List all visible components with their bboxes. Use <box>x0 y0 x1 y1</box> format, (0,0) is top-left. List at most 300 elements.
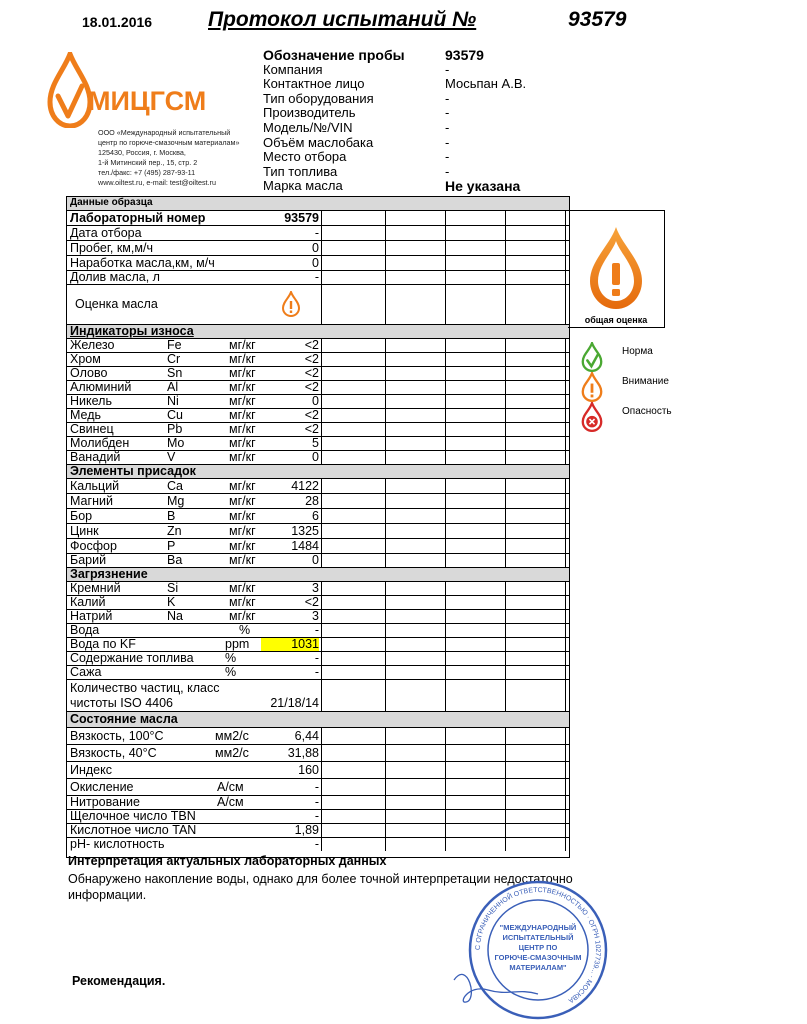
column-divider <box>385 824 386 837</box>
column-divider <box>321 582 322 595</box>
column-divider <box>565 610 566 623</box>
column-divider <box>385 367 386 380</box>
table-row <box>67 366 569 380</box>
row-symbol: Ca <box>167 479 183 493</box>
row-label: Лабораторный номер <box>70 211 206 225</box>
column-divider <box>385 353 386 366</box>
sample-info-row <box>263 106 683 121</box>
oil-assessment-warning-icon <box>281 291 301 317</box>
column-divider <box>565 745 566 761</box>
row-unit: мг/кг <box>229 524 256 538</box>
column-divider <box>445 745 446 761</box>
company-address-line: тел./факс: +7 (495) 287-93-11 <box>98 168 196 177</box>
table-row <box>67 240 569 255</box>
company-logo-icon <box>46 52 94 128</box>
column-divider <box>321 796 322 809</box>
column-divider <box>321 610 322 623</box>
column-divider <box>321 241 322 255</box>
column-divider <box>321 838 322 851</box>
sample-info-value: - <box>445 134 450 150</box>
column-divider <box>505 437 506 450</box>
column-divider <box>385 381 386 394</box>
table-row <box>67 795 569 809</box>
column-divider <box>565 211 566 225</box>
row-label: Щелочное число TBN <box>70 809 196 823</box>
column-divider <box>505 810 506 823</box>
row-label: Алюминий <box>70 380 132 394</box>
column-divider <box>445 680 446 711</box>
row-symbol: Al <box>167 380 179 394</box>
column-divider <box>445 339 446 352</box>
column-divider <box>321 638 322 651</box>
column-divider <box>505 596 506 609</box>
row-unit: мг/кг <box>229 609 256 623</box>
column-divider <box>385 666 386 679</box>
table-row <box>67 408 569 422</box>
column-divider <box>505 353 506 366</box>
column-divider <box>565 596 566 609</box>
sample-info-label: Тип топлива <box>263 163 338 179</box>
table-row <box>67 284 569 324</box>
sample-info-row <box>263 136 683 151</box>
table-section-header <box>67 197 569 210</box>
column-divider <box>385 610 386 623</box>
column-divider <box>505 638 506 651</box>
table-row <box>67 637 569 651</box>
column-divider <box>385 395 386 408</box>
row-label: Кремний <box>70 581 121 595</box>
column-divider <box>565 638 566 651</box>
column-divider <box>565 423 566 436</box>
company-address-line: центр по горюче-смазочным материалам» <box>98 138 240 147</box>
row-value: 1,89 <box>294 823 319 837</box>
table-row <box>67 270 569 284</box>
column-divider <box>385 624 386 637</box>
column-divider <box>505 745 506 761</box>
row-value: 1031 <box>261 638 319 651</box>
column-divider <box>385 423 386 436</box>
table-row <box>67 761 569 778</box>
sample-info-row <box>263 92 683 107</box>
sample-info-value: - <box>445 61 450 77</box>
row-label: Пробег, км,м/ч <box>70 241 153 255</box>
column-divider <box>505 479 506 493</box>
row-symbol: Fe <box>167 338 182 352</box>
sample-info-value: - <box>445 90 450 106</box>
column-divider <box>445 271 446 284</box>
column-divider <box>445 353 446 366</box>
column-divider <box>505 524 506 538</box>
seal-text-line: "МЕЖДУНАРОДНЫЙ <box>499 923 577 932</box>
overall-assessment <box>568 210 665 328</box>
column-divider <box>565 824 566 837</box>
column-divider <box>445 226 446 240</box>
legend-item <box>580 402 720 432</box>
column-divider <box>505 381 506 394</box>
column-divider <box>385 437 386 450</box>
column-divider <box>321 409 322 422</box>
table-row <box>67 837 569 851</box>
column-divider <box>385 494 386 508</box>
table-row <box>67 523 569 538</box>
column-divider <box>505 241 506 255</box>
sample-info-label: Объём маслобака <box>263 134 374 150</box>
column-divider <box>565 666 566 679</box>
row-symbol: K <box>167 595 176 609</box>
column-divider <box>321 451 322 464</box>
row-label: Молибден <box>70 436 130 450</box>
column-divider <box>321 554 322 567</box>
sample-info-label: Место отбора <box>263 149 347 165</box>
column-divider <box>565 554 566 567</box>
column-divider <box>565 728 566 744</box>
column-divider <box>505 451 506 464</box>
section-title: Данные образца <box>70 197 153 208</box>
normal-check-icon <box>580 342 604 372</box>
interpretation-title: Интерпретация актуальных лабораторных данных <box>68 854 387 868</box>
column-divider <box>505 582 506 595</box>
column-divider <box>505 494 506 508</box>
row-symbol: Si <box>167 581 179 595</box>
row-value: 28 <box>305 494 319 508</box>
column-divider <box>445 624 446 637</box>
table-row <box>67 450 569 464</box>
row-unit: мг/кг <box>229 338 256 352</box>
column-divider <box>445 509 446 523</box>
column-divider <box>445 479 446 493</box>
table-row <box>67 380 569 394</box>
column-divider <box>321 367 322 380</box>
table-row <box>67 823 569 837</box>
column-divider <box>385 479 386 493</box>
table-row <box>67 255 569 270</box>
sample-info-value: Не указана <box>445 178 521 195</box>
column-divider <box>321 680 322 711</box>
row-value: 6 <box>312 509 319 523</box>
row-unit: мг/кг <box>229 408 256 422</box>
sample-info-label: Компания <box>263 61 323 77</box>
column-divider <box>565 624 566 637</box>
row-unit: мг/кг <box>229 479 256 493</box>
row-unit: мг/кг <box>229 553 256 567</box>
column-divider <box>321 539 322 553</box>
sample-info-label: Контактное лицо <box>263 76 365 92</box>
column-divider <box>321 524 322 538</box>
column-divider <box>565 494 566 508</box>
column-divider <box>385 554 386 567</box>
column-divider <box>505 610 506 623</box>
table-row <box>67 338 569 352</box>
column-divider <box>445 451 446 464</box>
row-label: Кальций <box>70 479 120 493</box>
column-divider <box>565 582 566 595</box>
row-label: Цинк <box>70 524 99 538</box>
table-row <box>67 508 569 523</box>
row-value: <2 <box>304 352 319 366</box>
row-label: Кислотное число TAN <box>70 823 197 837</box>
column-divider <box>321 745 322 761</box>
row-label: Свинец <box>70 422 114 436</box>
row-unit: мм2/с <box>215 729 249 743</box>
row-symbol: Pb <box>167 422 183 436</box>
row-label: Железо <box>70 338 115 352</box>
table-row <box>67 679 569 711</box>
row-value: 1484 <box>291 539 319 553</box>
row-unit: мг/кг <box>229 422 256 436</box>
recommendation-label: Рекомендация. <box>72 974 166 988</box>
row-value: 5 <box>312 436 319 450</box>
seal-text-line: ИСПЫТАТЕЛЬНЫЙ <box>502 933 574 942</box>
row-value: - <box>314 651 319 665</box>
column-divider <box>385 285 386 324</box>
table-row <box>67 727 569 744</box>
row-value: <2 <box>304 408 319 422</box>
column-divider <box>385 779 386 795</box>
column-divider <box>565 762 566 778</box>
row-unit: % <box>239 623 251 637</box>
danger-cross-icon <box>580 402 604 432</box>
row-unit: мг/кг <box>229 595 256 609</box>
column-divider <box>565 285 566 324</box>
column-divider <box>445 838 446 851</box>
row-symbol: Sn <box>167 366 183 380</box>
column-divider <box>385 226 386 240</box>
row-value: 0 <box>312 553 319 567</box>
row-label: Калий <box>70 595 106 609</box>
column-divider <box>565 395 566 408</box>
sample-info-value: - <box>445 149 450 165</box>
row-symbol: Ba <box>167 553 183 567</box>
column-divider <box>321 381 322 394</box>
column-divider <box>445 285 446 324</box>
sample-info-value: 93579 <box>445 47 484 63</box>
overall-label: общая оценка <box>584 315 648 325</box>
table-row <box>67 493 569 508</box>
column-divider <box>565 437 566 450</box>
row-unit: мг/кг <box>229 366 256 380</box>
row-label: Вода по KF <box>70 637 136 651</box>
table-row <box>67 744 569 761</box>
column-divider <box>445 666 446 679</box>
column-divider <box>565 509 566 523</box>
row-label: Барий <box>70 553 107 567</box>
row-symbol: Mo <box>167 436 185 450</box>
column-divider <box>505 666 506 679</box>
row-value: 1325 <box>291 524 319 538</box>
company-address-line: 1-й Митинский пер., 15, стр. 2 <box>98 158 198 167</box>
column-divider <box>505 339 506 352</box>
column-divider <box>565 381 566 394</box>
column-divider <box>445 395 446 408</box>
column-divider <box>565 779 566 795</box>
column-divider <box>445 728 446 744</box>
column-divider <box>565 479 566 493</box>
column-divider <box>565 838 566 851</box>
column-divider <box>321 652 322 665</box>
row-unit: ppm <box>225 637 250 651</box>
row-unit: % <box>225 665 237 679</box>
row-label: Индекс <box>70 763 112 777</box>
column-divider <box>321 810 322 823</box>
column-divider <box>385 256 386 270</box>
legend-label: Опасность <box>622 406 672 417</box>
column-divider <box>385 745 386 761</box>
row-value: <2 <box>304 366 319 380</box>
row-label: Вязкость, 40°C <box>70 746 157 760</box>
row-value: 31,88 <box>287 746 319 760</box>
column-divider <box>445 824 446 837</box>
column-divider <box>321 423 322 436</box>
column-divider <box>505 539 506 553</box>
table-row <box>67 210 569 225</box>
column-divider <box>505 796 506 809</box>
column-divider <box>321 437 322 450</box>
row-unit: мг/кг <box>229 436 256 450</box>
row-value: - <box>314 665 319 679</box>
column-divider <box>385 451 386 464</box>
row-symbol: B <box>167 509 176 523</box>
table-row <box>67 778 569 795</box>
row-value: 6,44 <box>294 729 319 743</box>
column-divider <box>505 367 506 380</box>
column-divider <box>321 596 322 609</box>
table-row <box>67 478 569 493</box>
column-divider <box>445 539 446 553</box>
column-divider <box>385 810 386 823</box>
column-divider <box>321 494 322 508</box>
row-unit: мг/кг <box>229 394 256 408</box>
row-symbol: Cr <box>167 352 181 366</box>
row-value: - <box>314 270 319 284</box>
sample-info-row <box>263 165 683 180</box>
column-divider <box>445 241 446 255</box>
table-row <box>67 538 569 553</box>
row-value: <2 <box>304 338 319 352</box>
seal-text-line: МАТЕРИАЛАМ" <box>509 963 567 972</box>
column-divider <box>321 666 322 679</box>
table-section-header <box>67 711 569 727</box>
column-divider <box>445 582 446 595</box>
column-divider <box>445 494 446 508</box>
column-divider <box>445 810 446 823</box>
table-row <box>67 609 569 623</box>
column-divider <box>445 610 446 623</box>
table-section-header <box>67 567 569 581</box>
svg-text:С ОГРАНИЧЕННОЙ ОТВЕТСТВЕННОСТЬ: С ОГРАНИЧЕННОЙ ОТВЕТСТВЕННОСТЬЮ · ОГРН 1027739... · МОСКВА <box>474 886 602 1004</box>
row-value: 4122 <box>291 479 319 493</box>
row-value: 0 <box>312 241 319 255</box>
column-divider <box>321 762 322 778</box>
column-divider <box>385 409 386 422</box>
column-divider <box>445 381 446 394</box>
company-address-line: ООО «Международный испытательный <box>98 128 231 137</box>
sample-info-label: Производитель <box>263 105 356 121</box>
column-divider <box>385 762 386 778</box>
column-divider <box>321 353 322 366</box>
row-value: - <box>314 780 319 794</box>
row-value: - <box>314 226 319 240</box>
column-divider <box>565 810 566 823</box>
sample-info-value: - <box>445 105 450 121</box>
row-value: 93579 <box>284 211 319 225</box>
row-symbol: P <box>167 539 176 553</box>
column-divider <box>321 779 322 795</box>
sample-info-row <box>263 179 683 194</box>
column-divider <box>321 509 322 523</box>
column-divider <box>565 524 566 538</box>
row-value: 0 <box>312 394 319 408</box>
legend-label: Внимание <box>622 376 669 387</box>
legend-item <box>580 342 720 372</box>
column-divider <box>505 838 506 851</box>
seal-text-line: ГОРЮЧЕ-СМАЗОЧНЫМ <box>494 953 582 962</box>
column-divider <box>321 824 322 837</box>
column-divider <box>385 241 386 255</box>
table-section-header <box>67 324 569 338</box>
row-value: - <box>314 623 319 637</box>
table-row <box>67 595 569 609</box>
row-value: - <box>314 837 319 851</box>
column-divider <box>445 554 446 567</box>
row-symbol: Ni <box>167 394 179 408</box>
column-divider <box>321 339 322 352</box>
row-symbol: Cu <box>167 408 183 422</box>
row-symbol: Na <box>167 609 183 623</box>
row-label: Олово <box>70 366 108 380</box>
column-divider <box>565 796 566 809</box>
section-title: Состояние масла <box>70 712 178 726</box>
row-label: Фосфор <box>70 539 117 553</box>
table-row <box>67 436 569 450</box>
table-row <box>67 352 569 366</box>
report-number: 93579 <box>568 8 627 31</box>
row-value: 3 <box>312 581 319 595</box>
column-divider <box>321 479 322 493</box>
column-divider <box>505 285 506 324</box>
column-divider <box>385 271 386 284</box>
row-label: pH- кислотность <box>70 837 165 851</box>
row-value: 21/18/14 <box>270 696 319 710</box>
section-title: Элементы присадок <box>70 464 196 478</box>
table-row <box>67 623 569 637</box>
column-divider <box>321 285 322 324</box>
column-divider <box>445 367 446 380</box>
column-divider <box>565 680 566 711</box>
interpretation-text: Обнаружено накопление воды, однако для более точной интерпретации недостаточно информации. <box>68 872 573 902</box>
row-label: Магний <box>70 494 113 508</box>
table-row <box>67 394 569 408</box>
column-divider <box>385 838 386 851</box>
row-unit: мг/кг <box>229 494 256 508</box>
report-date: 18.01.2016 <box>82 14 153 30</box>
column-divider <box>565 652 566 665</box>
column-divider <box>385 509 386 523</box>
sample-info-row <box>263 63 683 78</box>
report-title: Протокол испытаний № <box>208 8 477 31</box>
column-divider <box>565 271 566 284</box>
column-divider <box>321 226 322 240</box>
row-value: 0 <box>312 450 319 464</box>
row-symbol: Zn <box>167 524 182 538</box>
legend-label: Норма <box>622 346 653 357</box>
attention-warning-icon <box>580 372 604 402</box>
sample-info <box>263 48 683 194</box>
table-row <box>67 422 569 436</box>
table-row <box>67 225 569 240</box>
column-divider <box>505 824 506 837</box>
column-divider <box>565 226 566 240</box>
table-row <box>67 651 569 665</box>
